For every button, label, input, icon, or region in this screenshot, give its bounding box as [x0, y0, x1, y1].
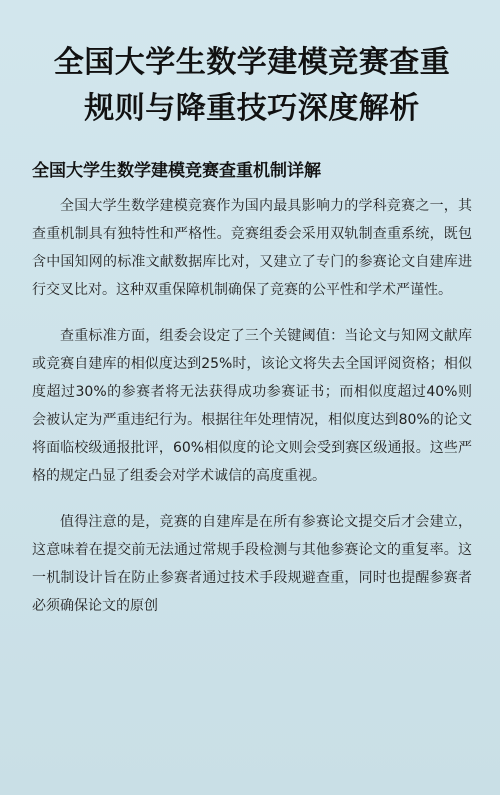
paragraph-3: 值得注意的是，竞赛的自建库是在所有参赛论文提交后才会建立，这意味着在提交前无法通过常规手段检测与其他参赛论文的重复率。这一机制设计旨在防止参赛者通过技术手段规避查重，同时也提醒参赛者必须确保论文的原创 [32, 514, 472, 614]
document-title [32, 40, 472, 132]
paragraph-1: 全国大学生数学建模竞赛作为国内最具影响力的学科竞赛之一，其查重机制具有独特性和严格性。竞赛组委会采用双轨制查重系统，既包含中国知网的标准文献数据库比对，又建立了专门的参赛论文自建库进行交叉比对。这种双重保障机制确保了竞赛的公平性和学术严谨性。 [32, 198, 472, 298]
title-line-1: 全国大学生数学建模竞赛查重 [53, 45, 451, 80]
section-heading: 全国大学生数学建模竞赛查重机制详解 [32, 161, 321, 181]
title-line-2: 规则与降重技巧深度解析 [84, 91, 420, 126]
paragraph-2: 查重标准方面，组委会设定了三个关键阈值：当论文与知网文献库或竞赛自建库的相似度达到25%时，该论文将失去全国评阅资格；相似度超过30%的参赛者将无法获得成功参赛证书；而相似度超过40%则会被认定为严重违纪行为。根据往年处理情况，相似度达到80%的论文将面临校级通报批评，60%相似度的论文则会受到赛区级通报。这些严格的规定凸显了组委会对学术诚信的高度重视。 [32, 328, 472, 484]
